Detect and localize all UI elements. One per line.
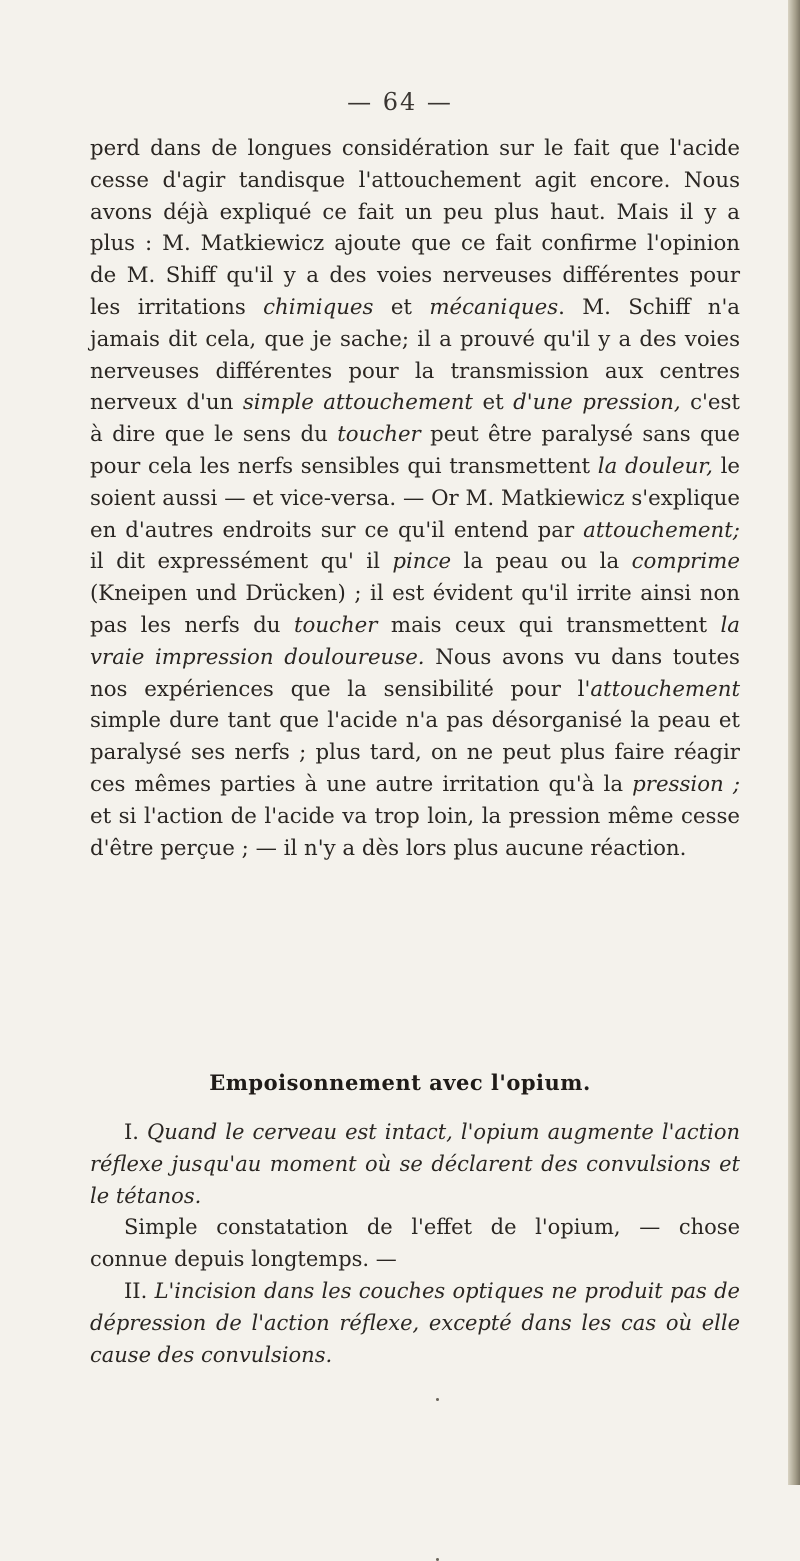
page-edge-shadow — [788, 0, 800, 1485]
page-number: — 64 — — [347, 88, 453, 116]
section-heading: Empoisonnement avec l'opium. — [209, 1070, 591, 1095]
finding-1-note: Simple constatation de l'effet de l'opium, — chose connue depuis longtemps. — — [90, 1215, 740, 1272]
body-text — [90, 133, 740, 864]
paragraph-opening: perd dans de longues considération sur le fait que l'acide cesse d'agir tandisque l'attouchement agit encore. Nous avons déjà expliqué ce fait un peu plus haut. Mais il y a plus : M. Matkiewicz ajoute que ce fait confirme l'opinion de M. Shiff qu'il y a des voies nerveuses différentes pour les irritations chimiques et mécaniques. M. Schiff n'a jamais dit cela, que je sache; il a prouvé qu'il y a des voies nerveuses différentes pour la transmission aux centres nerveux d'un simple attouchement et d'une pression, c'est à dire que le sens du toucher peut être paralysé sans que pour cela les nerfs sensibles qui transmettent la douleur, le soient aussi — et vice-versa. — Or M. Matkiewicz s'explique en d'autres endroits sur ce qu'il entend par attouchement; il dit expressément qu' il pince la peau ou la comprime (Kneipen und Drücken) ; il est évident qu'il irrite ainsi non pas les nerfs du toucher mais ceux qui transmettent la vraie impression douloureuse. Nous avons vu dans toutes nos expériences que la sensibilité pour l'attouchement simple dure tant que l'acide n'a pas désorganisé la peau et paralysé ses nerfs ; plus tard, on ne peut plus faire réagir ces mêmes parties à une autre irritation qu'à la pression ; et si l'action de l'acide va trop loin, la pression même cesse d'être perçue ; — il n'y a dès lors plus aucune réaction. — [90, 136, 741, 861]
finding-1: I. Quand le cerveau est intact, l'opium augmente l'action réflexe jusqu'au moment où se déclarent des convulsions et le tétanos. — [90, 1120, 740, 1208]
numbered-findings — [90, 1117, 740, 1371]
finding-2: II. L'incision dans les couches optiques ne produit pas de dépression de l'action réflexe, excepté dans les cas où elle cause des convulsions. — [90, 1278, 740, 1367]
paper-speck — [436, 1398, 439, 1401]
